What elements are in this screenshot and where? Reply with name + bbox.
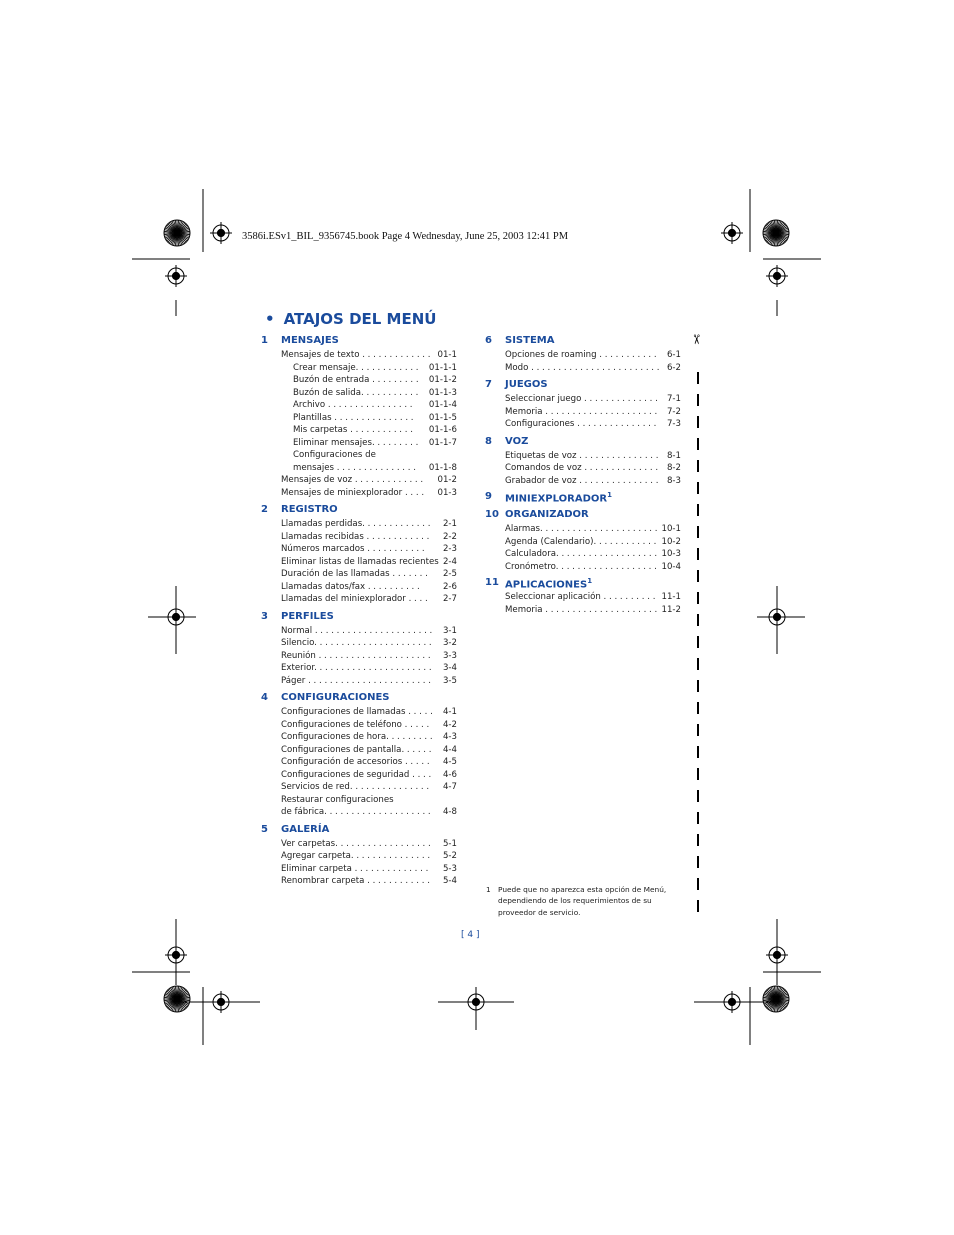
- section-header: [261, 610, 481, 625]
- entry-page: 01-1-6: [428, 425, 457, 435]
- section-title-text: PERFILES: [281, 610, 334, 622]
- entry-page: 01-1-8: [428, 462, 457, 473]
- section-number: 7: [485, 379, 492, 390]
- menu-entry: [281, 412, 481, 425]
- entry-page: 2-3: [442, 544, 457, 554]
- section-title: [281, 504, 338, 515]
- entry-page: 2-1: [442, 519, 457, 529]
- section-title: [505, 436, 528, 447]
- entry-label: Calculadora. . . . . . . . . . . . . . . . . . .: [505, 549, 658, 559]
- entry-page: 8-3: [666, 475, 681, 486]
- entry-label: Eliminar listas de llamadas recientes: [281, 556, 439, 567]
- entry-label: Mensajes de texto . . . . . . . . . . . . .: [281, 350, 431, 360]
- section-title: [281, 611, 334, 622]
- entry-label: Normal . . . . . . . . . . . . . . . . . . . . . .: [281, 625, 433, 636]
- menu-section: [485, 491, 705, 505]
- entry-label: Páger . . . . . . . . . . . . . . . . . . . . . . .: [281, 675, 431, 686]
- cut-line-dash: [697, 394, 699, 406]
- entry-label: Seleccionar juego . . . . . . . . . . . . . .: [505, 394, 658, 404]
- section-title: [281, 335, 339, 346]
- section-title: [281, 692, 390, 703]
- cut-line-dash: [697, 636, 699, 648]
- entry-label: Plantillas . . . . . . . . . . . . . . .: [293, 412, 414, 423]
- section-title-text: REGISTRO: [281, 504, 338, 515]
- menu-entry: [281, 806, 481, 819]
- menu-entry: [505, 462, 705, 475]
- entry-label: Seleccionar aplicación . . . . . . . . . .: [505, 592, 656, 602]
- scissors-icon: ✂: [687, 334, 703, 345]
- section-header: [261, 504, 481, 518]
- section-title-text: CONFIGURACIONES: [281, 692, 390, 703]
- cut-line-dash: [697, 526, 699, 538]
- section-title: [281, 824, 329, 835]
- cut-line-dash: [697, 702, 699, 714]
- entry-page: 2-4: [442, 556, 457, 567]
- cut-line-dash: [697, 746, 699, 758]
- menu-entry: [505, 561, 705, 574]
- entry-label: Crear mensaje. . . . . . . . . . . .: [293, 362, 419, 373]
- cut-line-dash: [697, 900, 699, 912]
- section-header: [261, 335, 481, 349]
- entry-page: 01-1-1: [428, 362, 457, 373]
- entry-page: 3-1: [442, 625, 457, 636]
- menu-section: [261, 610, 481, 688]
- page-number: [ 4 ]: [461, 930, 480, 940]
- entry-page: 01-1-5: [428, 412, 457, 423]
- menu-entry: [281, 769, 481, 782]
- section-header: [485, 509, 705, 523]
- cut-line-dash: [697, 724, 699, 736]
- entry-page: 01-1-4: [428, 400, 457, 410]
- entry-page: 4-4: [442, 744, 457, 755]
- entry-page: 10-2: [661, 536, 681, 547]
- menu-entry: [281, 581, 481, 594]
- menu-entry: [281, 487, 481, 500]
- entry-label: Buzón de entrada . . . . . . . . .: [293, 375, 419, 385]
- entry-label: Configuraciones de llamadas . . . . .: [281, 707, 433, 717]
- entry-label: Memoria . . . . . . . . . . . . . . . . . . . . .: [505, 406, 658, 417]
- cut-line-dash: [697, 658, 699, 670]
- menu-section: [261, 823, 481, 888]
- section-header: [485, 379, 705, 393]
- entry-label: Configuración de accesorios . . . . .: [281, 757, 430, 767]
- entry-label: Cronómetro. . . . . . . . . . . . . . . . . . .: [505, 561, 657, 572]
- section-number: 1: [261, 335, 268, 346]
- entry-label: Configuraciones de pantalla. . . . . .: [281, 744, 432, 755]
- entry-label: Configuraciones de teléfono . . . . .: [281, 719, 430, 730]
- entry-label: Llamadas perdidas. . . . . . . . . . . . .: [281, 519, 431, 529]
- entry-label: Comandos de voz . . . . . . . . . . . . . .: [505, 463, 659, 473]
- section-number: 3: [261, 610, 268, 622]
- entry-page: 8-2: [666, 463, 681, 473]
- cut-line-dash: [697, 548, 699, 560]
- section-header: [485, 577, 705, 591]
- right-column: [485, 335, 705, 620]
- entry-page: 4-5: [442, 757, 457, 767]
- entry-label: Exterior. . . . . . . . . . . . . . . . . . . . . .: [281, 663, 432, 673]
- cut-line-dash: [697, 504, 699, 516]
- entry-page: 10-4: [661, 561, 681, 572]
- section-number: 4: [261, 692, 268, 703]
- entry-label: Eliminar carpeta . . . . . . . . . . . . . .: [281, 863, 429, 874]
- section-number: 11: [485, 577, 499, 588]
- entry-label: Mensajes de miniexplorador . . . .: [281, 487, 425, 498]
- entry-label: Servicios de red. . . . . . . . . . . . . . .: [281, 782, 430, 792]
- entry-label: Agregar carpeta. . . . . . . . . . . . . . .: [281, 851, 431, 861]
- section-title-text: ORGANIZADOR: [505, 509, 589, 520]
- entry-page: 10-1: [661, 524, 681, 534]
- menu-entry: [281, 662, 481, 675]
- entry-label: Duración de las llamadas . . . . . . .: [281, 569, 428, 579]
- menu-entry: [281, 650, 481, 663]
- entry-page: 5-1: [442, 838, 457, 849]
- entry-page: 6-2: [666, 362, 681, 373]
- section-header: [485, 491, 705, 505]
- section-number: 10: [485, 509, 499, 520]
- entry-label: Buzón de salida. . . . . . . . . . .: [293, 387, 419, 398]
- menu-section: [485, 335, 705, 374]
- menu-entry: [505, 349, 705, 362]
- menu-entry: [281, 625, 481, 638]
- menu-entry: [281, 362, 481, 375]
- cut-line-dash: [697, 460, 699, 472]
- title-text: ATAJOS DEL MENÚ: [283, 310, 437, 328]
- menu-entry: [505, 548, 705, 561]
- entry-label: mensajes . . . . . . . . . . . . . . .: [293, 462, 416, 473]
- menu-entry: [281, 744, 481, 757]
- footnote-number: 1: [486, 885, 491, 894]
- menu-entry: [281, 399, 481, 412]
- footnote: [486, 884, 686, 918]
- menu-entry: [281, 474, 481, 487]
- menu-entry: [505, 406, 705, 419]
- menu-entry: [281, 593, 481, 606]
- entry-label: Eliminar mensajes. . . . . . . . .: [293, 437, 419, 448]
- entry-page: 3-2: [442, 638, 457, 648]
- menu-entry: [505, 450, 705, 463]
- menu-entry: [281, 543, 481, 556]
- section-number: 9: [485, 491, 492, 502]
- entry-page: 7-3: [666, 419, 681, 429]
- entry-label: Configuraciones de seguridad . . . .: [281, 769, 432, 780]
- menu-entry: [281, 437, 481, 450]
- entry-label: Reunión . . . . . . . . . . . . . . . . . . . . .: [281, 650, 431, 661]
- entry-label: Archivo . . . . . . . . . . . . . . . .: [293, 400, 413, 410]
- entry-page: 4-1: [442, 707, 457, 717]
- cut-line-dash: [697, 372, 699, 384]
- menu-entry: [505, 475, 705, 488]
- cut-line-dash: [697, 416, 699, 428]
- entry-label: Números marcados . . . . . . . . . . .: [281, 544, 425, 554]
- menu-entry: [505, 418, 705, 431]
- section-title-text: MINIEXPLORADOR: [505, 493, 608, 505]
- entry-page: 01-1-3: [428, 387, 457, 398]
- entry-label: Ver carpetas. . . . . . . . . . . . . . . . . .: [281, 838, 431, 849]
- entry-label: Llamadas del miniexplorador . . . .: [281, 594, 428, 604]
- menu-section: [485, 509, 705, 573]
- cut-line-dash: [697, 834, 699, 846]
- cut-line-dash: [697, 856, 699, 868]
- entry-label: Grabador de voz . . . . . . . . . . . . . . .: [505, 475, 659, 486]
- menu-entry: [281, 518, 481, 531]
- menu-entry: [281, 850, 481, 863]
- entry-page: 01-3: [437, 487, 457, 498]
- menu-section: [485, 577, 705, 616]
- menu-entry: [281, 794, 481, 807]
- section-title-text: MENSAJES: [281, 335, 339, 346]
- entry-page: 5-4: [442, 876, 457, 886]
- section-number: 5: [261, 823, 268, 835]
- cut-line-dash: [697, 482, 699, 494]
- file-header-line: 3586i.ESv1_BIL_9356745.book Page 4 Wednesday, June 25, 2003 12:41 PM: [242, 231, 569, 242]
- entry-page: 01-2: [437, 475, 457, 485]
- entry-page: 01-1-7: [428, 437, 457, 448]
- menu-entry: [281, 875, 481, 888]
- entry-label: Restaurar configuraciones: [281, 794, 394, 805]
- menu-entry: [281, 838, 481, 851]
- menu-entry: [281, 556, 481, 569]
- entry-label: Memoria . . . . . . . . . . . . . . . . . . . . .: [505, 604, 658, 615]
- footnote-marker: 1: [607, 491, 612, 499]
- entry-label: Modo . . . . . . . . . . . . . . . . . . . . . . . .: [505, 362, 660, 373]
- entry-label: de fábrica. . . . . . . . . . . . . . . . . . . .: [281, 807, 431, 817]
- menu-entry: [505, 536, 705, 549]
- menu-section: [485, 379, 705, 431]
- entry-page: 11-1: [661, 592, 681, 602]
- entry-page: 4-3: [442, 732, 457, 742]
- footnote-marker: 1: [587, 577, 593, 585]
- menu-entry: [281, 531, 481, 544]
- entry-page: 8-1: [666, 450, 681, 461]
- menu-entry: [281, 756, 481, 769]
- entry-page: 3-3: [442, 650, 457, 661]
- section-header: [261, 823, 481, 838]
- entry-page: 4-7: [442, 782, 457, 792]
- menu-section: [261, 504, 481, 606]
- menu-entry: [281, 374, 481, 387]
- section-title-text: GALERÍA: [281, 823, 330, 835]
- section-title: [505, 509, 589, 520]
- menu-entry: [281, 449, 481, 462]
- section-number: 2: [261, 504, 268, 515]
- entry-page: 5-2: [442, 851, 457, 861]
- menu-entry: [281, 863, 481, 876]
- section-title: [505, 577, 592, 590]
- entry-page: 2-2: [442, 531, 457, 542]
- cut-line-dash: [697, 790, 699, 802]
- cut-line-dash: [697, 680, 699, 692]
- cut-line-dash: [697, 592, 699, 604]
- menu-entry: [281, 731, 481, 744]
- menu-section: [261, 335, 481, 499]
- entry-label: Silencio. . . . . . . . . . . . . . . . . . . . . .: [281, 638, 432, 648]
- menu-entry: [281, 349, 481, 362]
- section-title-text: JUEGOS: [505, 379, 548, 390]
- entry-page: 7-2: [666, 406, 681, 417]
- page-title: [265, 310, 436, 328]
- entry-page: 4-8: [442, 807, 457, 817]
- entry-label: Configuraciones de hora. . . . . . . . .: [281, 732, 433, 742]
- entry-page: 11-2: [661, 604, 681, 615]
- menu-entry: [281, 719, 481, 732]
- entry-page: 7-1: [666, 394, 681, 404]
- section-header: [261, 692, 481, 706]
- cut-line-dash: [697, 570, 699, 582]
- entry-label: Mis carpetas . . . . . . . . . . . .: [293, 425, 413, 435]
- entry-label: Configuraciones . . . . . . . . . . . . . . .: [505, 419, 657, 429]
- entry-page: 6-1: [666, 350, 681, 360]
- section-title: [505, 491, 612, 504]
- section-header: [485, 435, 705, 450]
- menu-entry: [505, 393, 705, 406]
- entry-page: 01-1-2: [428, 375, 457, 385]
- menu-section: [261, 692, 481, 819]
- entry-label: Opciones de roaming . . . . . . . . . . .: [505, 350, 657, 360]
- section-number: 8: [485, 435, 492, 447]
- menu-entry: [505, 523, 705, 536]
- entry-page: 01-1: [437, 350, 457, 360]
- entry-page: 2-5: [442, 569, 457, 579]
- section-number: 6: [485, 335, 492, 346]
- footnote-text: Puede que no aparezca esta opción de Menú, dependiendo de los requerimientos de su proveedor de servicio.: [498, 885, 667, 917]
- entry-label: Etiquetas de voz . . . . . . . . . . . . . . .: [505, 450, 659, 461]
- cut-line-dash: [697, 812, 699, 824]
- section-title-text: APLICACIONES: [505, 579, 588, 591]
- entry-label: Mensajes de voz . . . . . . . . . . . . .: [281, 475, 424, 485]
- menu-entry: [281, 706, 481, 719]
- entry-page: 5-3: [442, 863, 457, 874]
- cut-line-dash: [697, 614, 699, 626]
- entry-label: Llamadas recibidas . . . . . . . . . . . .: [281, 531, 430, 542]
- entry-label: Renombrar carpeta . . . . . . . . . . . .: [281, 876, 430, 886]
- entry-label: Llamadas datos/fax . . . . . . . . . .: [281, 581, 420, 592]
- menu-section: [485, 435, 705, 488]
- entry-label: Agenda (Calendario). . . . . . . . . . . .: [505, 536, 657, 547]
- menu-entry: [505, 591, 705, 604]
- menu-entry: [281, 781, 481, 794]
- entry-page: 4-2: [442, 719, 457, 730]
- menu-entry: [281, 637, 481, 650]
- entry-page: 3-4: [442, 663, 457, 673]
- section-title: [505, 379, 548, 390]
- entry-page: 4-6: [442, 769, 457, 780]
- menu-entry: [505, 604, 705, 617]
- menu-entry: [281, 568, 481, 581]
- cut-line-dash: [697, 878, 699, 890]
- menu-entry: [281, 387, 481, 400]
- entry-page: 2-6: [442, 581, 457, 592]
- left-column: [261, 335, 481, 893]
- entry-page: 2-7: [442, 594, 457, 604]
- menu-entry: [281, 462, 481, 475]
- section-header: [485, 335, 705, 349]
- menu-entry: [505, 362, 705, 375]
- entry-label: Alarmas. . . . . . . . . . . . . . . . . . . . . .: [505, 524, 658, 534]
- section-title: [505, 335, 554, 346]
- menu-entry: [281, 424, 481, 437]
- entry-page: 3-5: [442, 675, 457, 686]
- title-bullet: •: [265, 310, 275, 328]
- cut-line-dash: [697, 768, 699, 780]
- section-title-text: VOZ: [505, 435, 529, 447]
- cut-line-dash: [697, 438, 699, 450]
- entry-page: 10-3: [661, 549, 681, 559]
- section-title-text: SISTEMA: [505, 335, 555, 346]
- entry-label: Configuraciones de: [293, 450, 376, 460]
- menu-entry: [281, 675, 481, 688]
